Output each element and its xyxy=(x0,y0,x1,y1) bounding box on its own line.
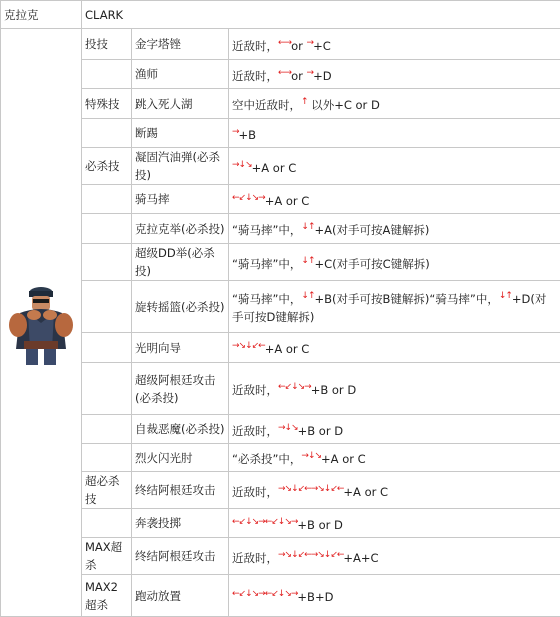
move-input xyxy=(229,89,560,119)
move-row xyxy=(1,363,560,415)
input-text: 近敌时， xyxy=(232,423,278,437)
move-category xyxy=(82,509,132,538)
direction-arrows-icon: ←→ xyxy=(278,38,291,48)
direction-arrows-icon: ←↙↓↘→←↙↓↘→ xyxy=(232,589,297,599)
move-input xyxy=(229,444,560,472)
move-name: 克拉克举(必杀投) xyxy=(132,214,229,244)
input-text: 空中近敌时， xyxy=(232,98,301,112)
input-text: 近敌时， xyxy=(232,550,278,564)
move-name: 终结阿根廷攻击 xyxy=(132,472,229,509)
move-row xyxy=(1,185,560,214)
direction-arrows-icon: ←↙↓↘→←↙↓↘→ xyxy=(232,517,297,527)
move-input xyxy=(229,214,560,244)
move-name: 超级阿根廷攻击(必杀投) xyxy=(132,363,229,415)
move-input xyxy=(229,472,560,509)
move-category: 必杀技 xyxy=(82,148,132,185)
direction-arrows-icon: →↓↘ xyxy=(278,423,298,433)
move-category: MAX2超杀 xyxy=(82,575,132,617)
move-input xyxy=(229,29,560,60)
direction-arrows-icon: ←→ xyxy=(278,68,291,78)
move-name: 奔袭投掷 xyxy=(132,509,229,538)
input-text: “必杀投”中， xyxy=(232,452,301,466)
direction-arrows-icon: →↘↓↙←→↘↓↙← xyxy=(278,550,343,560)
move-category xyxy=(82,119,132,148)
move-category xyxy=(82,281,132,333)
move-input xyxy=(229,244,560,281)
input-text: +A+C xyxy=(343,550,378,564)
move-input xyxy=(229,148,560,185)
move-category: 特殊技 xyxy=(82,89,132,119)
input-text: 近敌时， xyxy=(232,383,278,397)
move-category xyxy=(82,185,132,214)
input-text: +A or C xyxy=(321,452,366,466)
move-row xyxy=(1,472,560,509)
move-name: 凝固汽油弹(必杀投) xyxy=(132,148,229,185)
input-text: +B(对手可按B键解拆)“骑马摔”中， xyxy=(315,292,499,306)
move-name: 烈火闪光肘 xyxy=(132,444,229,472)
move-name: 终结阿根廷攻击 xyxy=(132,538,229,575)
move-row xyxy=(1,575,560,617)
input-text: +A or C xyxy=(343,484,388,498)
direction-arrows-icon: ↑ xyxy=(301,97,308,107)
move-input xyxy=(229,119,560,148)
direction-arrows-icon: → xyxy=(232,127,239,137)
move-row xyxy=(1,509,560,538)
move-name: 跑动放置 xyxy=(132,575,229,617)
move-name: 自裁恶魔(必杀投) xyxy=(132,415,229,444)
direction-arrows-icon: ↓↑ xyxy=(301,222,314,232)
move-row xyxy=(1,281,560,333)
direction-arrows-icon: →↘↓↙← xyxy=(232,341,265,351)
clark-portrait-icon xyxy=(6,279,76,367)
move-category xyxy=(82,333,132,363)
direction-arrows-icon: → xyxy=(307,68,314,78)
move-name: 金字塔锉 xyxy=(132,29,229,60)
move-category xyxy=(82,60,132,89)
move-category xyxy=(82,444,132,472)
direction-arrows-icon: → xyxy=(307,38,314,48)
input-text: +A or C xyxy=(265,342,310,356)
move-category: 投技 xyxy=(82,29,132,60)
move-input xyxy=(229,333,560,363)
direction-arrows-icon: ↓↑ xyxy=(301,291,314,301)
direction-arrows-icon: ↓↑ xyxy=(301,256,314,266)
input-text: 近敌时， xyxy=(232,38,278,52)
move-name: 跳入死人湖 xyxy=(132,89,229,119)
input-text: +B xyxy=(239,127,257,141)
direction-arrows-icon: →↓↘ xyxy=(301,451,321,461)
move-row xyxy=(1,244,560,281)
input-text: +D(对手可按D键解拆) xyxy=(232,292,546,324)
move-name: 光明向导 xyxy=(132,333,229,363)
input-text: +A(对手可按A键解拆) xyxy=(315,223,430,237)
move-category: 超必杀技 xyxy=(82,472,132,509)
input-text: +B or D xyxy=(297,517,342,531)
input-text: 近敌时， xyxy=(232,68,278,82)
portrait-cell xyxy=(1,29,82,617)
move-name: 旋转摇篮(必杀投) xyxy=(132,281,229,333)
move-name: 渔师 xyxy=(132,60,229,89)
move-input xyxy=(229,509,560,538)
move-row xyxy=(1,333,560,363)
input-text: or xyxy=(291,68,306,82)
character-name-cn: 克拉克 xyxy=(1,1,82,29)
input-text: 以外+C or D xyxy=(308,98,380,112)
move-category xyxy=(82,363,132,415)
move-input xyxy=(229,363,560,415)
move-name: 超级DD举(必杀投) xyxy=(132,244,229,281)
move-row xyxy=(1,29,560,60)
input-text: +C xyxy=(313,38,331,52)
input-text: +B+D xyxy=(297,590,333,604)
move-row xyxy=(1,415,560,444)
move-input xyxy=(229,281,560,333)
move-input xyxy=(229,415,560,444)
character-name-en: CLARK xyxy=(82,1,560,29)
input-text: “骑马摔”中， xyxy=(232,223,301,237)
move-input xyxy=(229,185,560,214)
direction-arrows-icon: ↓↑ xyxy=(499,291,512,301)
input-text: +A or C xyxy=(265,193,310,207)
move-row xyxy=(1,444,560,472)
move-name: 断踢 xyxy=(132,119,229,148)
move-name: 骑马摔 xyxy=(132,185,229,214)
move-row xyxy=(1,148,560,185)
direction-arrows-icon: →↓↘ xyxy=(232,160,252,170)
input-text: “骑马摔”中， xyxy=(232,256,301,270)
header-row xyxy=(1,1,560,29)
move-category xyxy=(82,415,132,444)
move-category xyxy=(82,214,132,244)
move-row xyxy=(1,89,560,119)
move-row xyxy=(1,214,560,244)
move-row xyxy=(1,119,560,148)
move-category xyxy=(82,244,132,281)
move-row xyxy=(1,60,560,89)
move-row xyxy=(1,538,560,575)
move-input xyxy=(229,60,560,89)
direction-arrows-icon: →↘↓↙←→↘↓↙← xyxy=(278,484,343,494)
move-input xyxy=(229,538,560,575)
move-category: MAX超杀 xyxy=(82,538,132,575)
input-text: +C(对手可按C键解拆) xyxy=(315,256,430,270)
input-text: +A or C xyxy=(252,160,297,174)
input-text: 近敌时， xyxy=(232,484,278,498)
input-text: +B or D xyxy=(298,423,343,437)
move-input xyxy=(229,575,560,617)
input-text: or xyxy=(291,38,306,52)
input-text: “骑马摔”中， xyxy=(232,292,301,306)
input-text: +B or D xyxy=(311,383,356,397)
direction-arrows-icon: ←↙↓↘→ xyxy=(278,382,311,392)
input-text: +D xyxy=(313,68,332,82)
direction-arrows-icon: ←↙↓↘→ xyxy=(232,193,265,203)
